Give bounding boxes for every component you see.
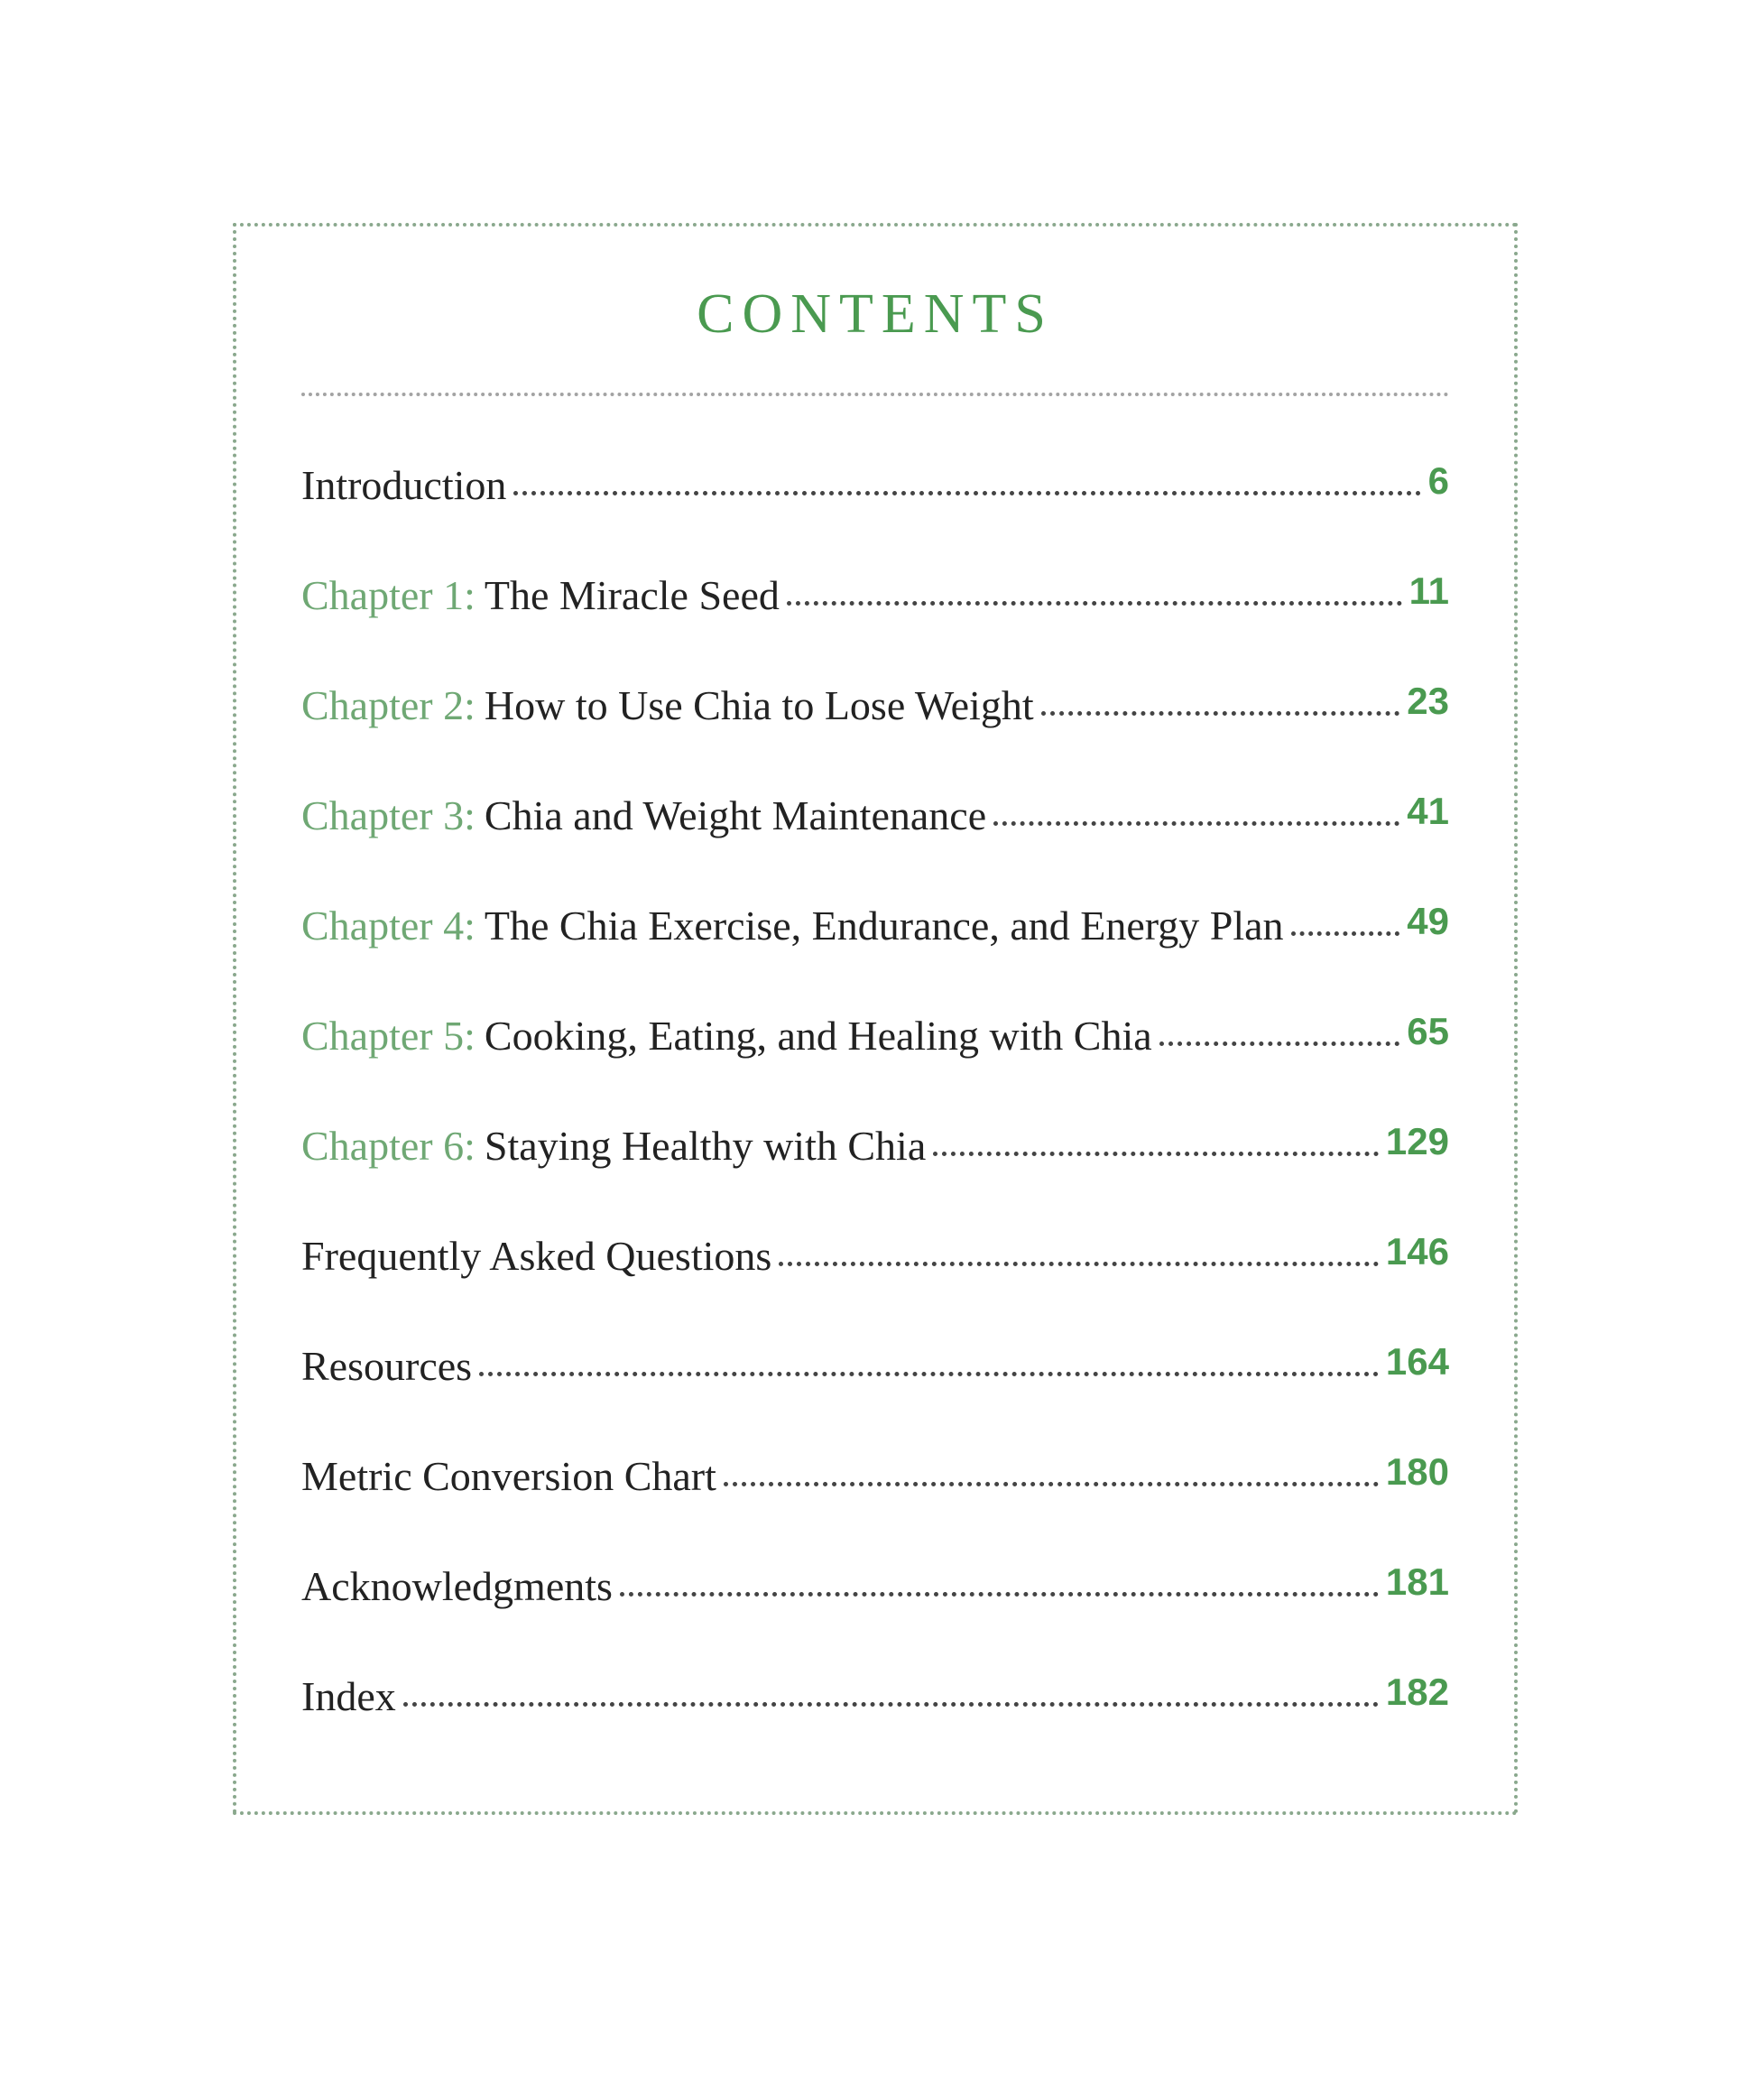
toc-entry[interactable] [301, 1342, 1449, 1452]
dot-leader [513, 491, 1420, 495]
page-number: 129 [1385, 1120, 1449, 1162]
toc-entry-title: Metric Conversion Chart [301, 1453, 716, 1499]
chapter-number: Chapter 6: [301, 1123, 476, 1169]
toc-entry-title: Chia and Weight Maintenance [484, 792, 987, 838]
dot-leader [1159, 1041, 1400, 1046]
page-number: 23 [1407, 680, 1449, 722]
toc-entry-text [301, 791, 986, 839]
page-title: CONTENTS [697, 283, 1054, 345]
chapter-number: Chapter 3: [301, 792, 476, 838]
toc-list [301, 461, 1449, 1782]
page-number: 180 [1385, 1450, 1449, 1493]
toc-entry[interactable] [301, 461, 1449, 571]
toc-entry-text [301, 1012, 1152, 1060]
dot-leader [787, 601, 1402, 606]
toc-entry[interactable] [301, 791, 1449, 902]
dot-leader [1041, 711, 1400, 716]
page-number: 65 [1407, 1010, 1449, 1052]
toc-entry-text [301, 1452, 716, 1500]
dot-leader [724, 1482, 1379, 1486]
page-number: 146 [1385, 1230, 1449, 1273]
toc-entry-text [301, 902, 1284, 949]
toc-entry-text [301, 1342, 472, 1390]
chapter-number: Chapter 4: [301, 903, 476, 949]
toc-entry-text [301, 571, 780, 619]
toc-entry-title: Index [301, 1673, 396, 1719]
chapter-number: Chapter 1: [301, 572, 476, 618]
toc-entry[interactable] [301, 1452, 1449, 1562]
dot-leader [620, 1592, 1379, 1597]
toc-entry-text [301, 681, 1034, 729]
dot-leader [933, 1152, 1379, 1156]
toc-entry-title: Cooking, Eating, and Healing with Chia [484, 1013, 1152, 1059]
toc-entry-text [301, 1122, 926, 1170]
toc-entry[interactable] [301, 1672, 1449, 1782]
dot-leader [1291, 931, 1400, 936]
toc-entry[interactable] [301, 571, 1449, 681]
page-number: 6 [1427, 459, 1449, 502]
page-number: 49 [1407, 900, 1449, 942]
toc-entry-text [301, 1672, 396, 1720]
toc-entry-text [301, 1562, 613, 1610]
toc-entry-title: Acknowledgments [301, 1563, 613, 1609]
toc-entry-text [301, 1232, 771, 1280]
toc-entry-title: The Miracle Seed [484, 572, 780, 618]
dot-leader [403, 1702, 1379, 1707]
toc-entry-title: The Chia Exercise, Endurance, and Energy Plan [484, 903, 1284, 949]
toc-entry[interactable] [301, 681, 1449, 791]
toc-entry-title: How to Use Chia to Lose Weight [484, 682, 1034, 728]
toc-entry[interactable] [301, 902, 1449, 1012]
contents-frame [233, 223, 1518, 1815]
toc-entry[interactable] [301, 1562, 1449, 1672]
toc-entry-title: Frequently Asked Questions [301, 1233, 772, 1279]
page-number: 41 [1407, 790, 1449, 832]
toc-entry-title: Staying Healthy with Chia [484, 1123, 927, 1169]
toc-entry[interactable] [301, 1012, 1449, 1122]
dot-leader [479, 1372, 1379, 1376]
dot-leader [779, 1262, 1379, 1266]
toc-entry-text [301, 461, 506, 509]
title-divider [301, 393, 1449, 396]
page-number: 181 [1385, 1560, 1449, 1603]
dot-leader [993, 821, 1399, 826]
page-number: 164 [1385, 1340, 1449, 1383]
toc-entry[interactable] [301, 1122, 1449, 1232]
page-number: 11 [1408, 569, 1449, 612]
chapter-number: Chapter 2: [301, 682, 476, 728]
page-number: 182 [1385, 1671, 1449, 1713]
chapter-number: Chapter 5: [301, 1013, 476, 1059]
toc-entry-title: Resources [301, 1343, 473, 1389]
toc-entry[interactable] [301, 1232, 1449, 1342]
toc-entry-title: Introduction [301, 462, 507, 508]
